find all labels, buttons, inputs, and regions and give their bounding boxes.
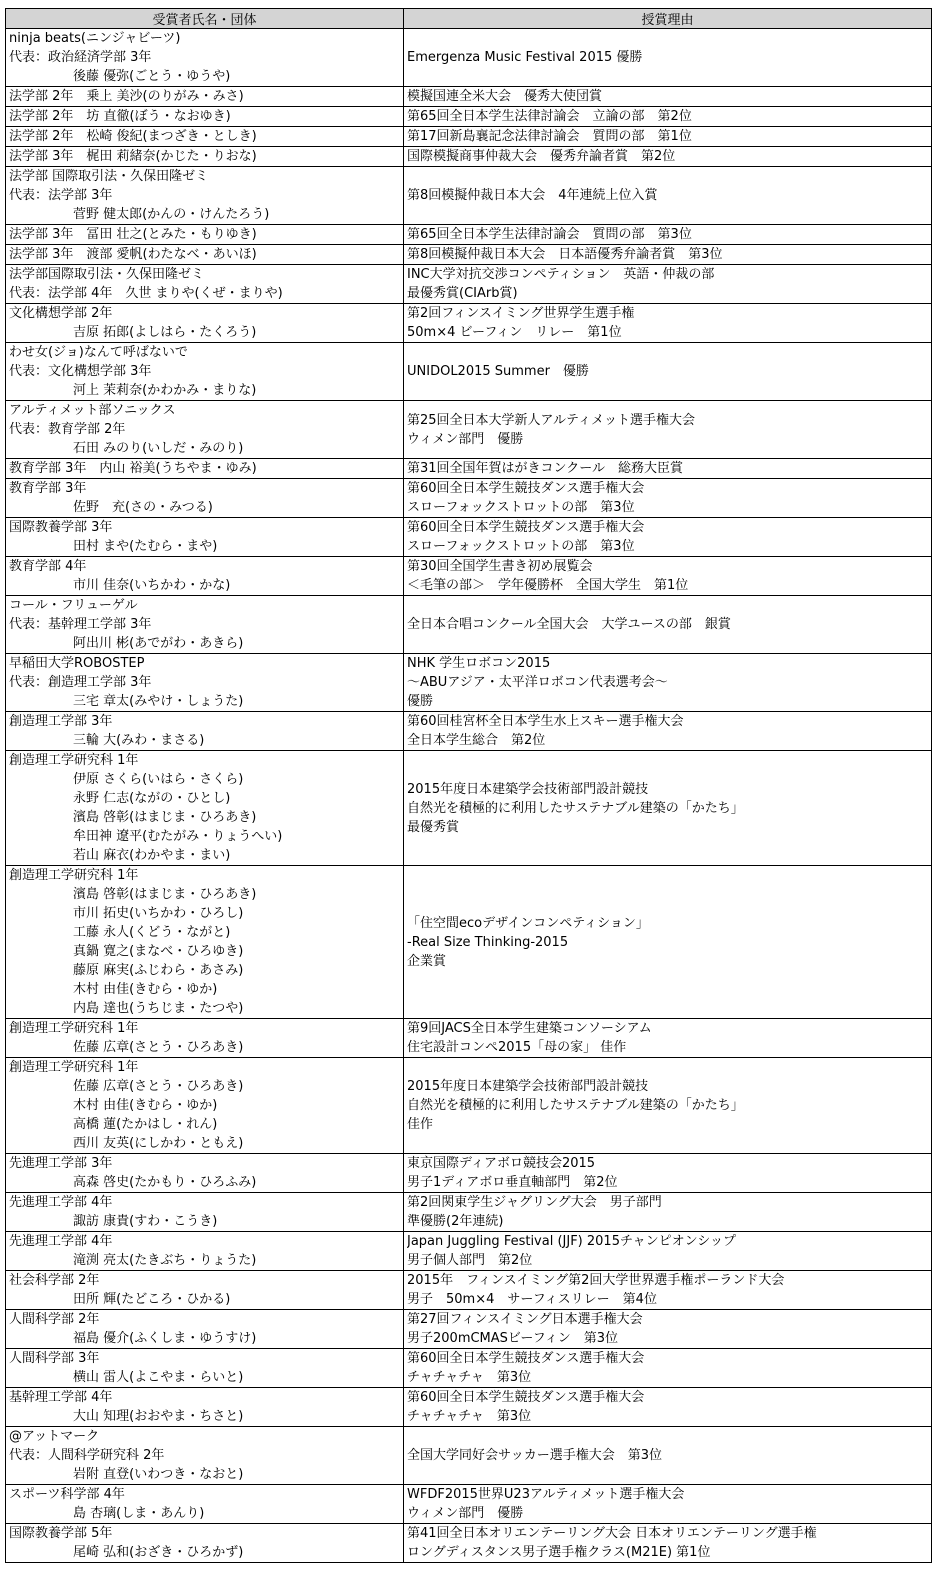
award-reason-line: 第65回全日本学生法律討論会 立論の部 第2位 — [407, 109, 692, 124]
table-row — [6, 225, 932, 245]
member-name: 阿出川 彬(あでがわ・あきら) — [73, 636, 244, 651]
member-name: 牟田神 遼平(むたがみ・りょうへい) — [73, 829, 283, 844]
header-recipient: 受賞者氏名・団体 — [6, 9, 404, 29]
table-row — [6, 127, 932, 147]
member-name: 島 杏璃(しま・あんり) — [73, 1506, 205, 1521]
recipient-line: 代表：人間科学研究科 2年 — [9, 1448, 165, 1463]
award-reason-cell — [404, 401, 932, 459]
member-name: 木村 由佳(きむら・ゆか) — [73, 982, 218, 997]
award-reason-cell — [404, 343, 932, 401]
award-reason-cell — [404, 1193, 932, 1232]
award-reason-cell — [404, 712, 932, 751]
recipient-cell — [6, 127, 404, 147]
member-name: 濱島 啓彰(はまじま・ひろあき) — [73, 810, 257, 825]
award-reason-cell — [404, 654, 932, 712]
award-reason-line: 第27回フィンスイミング日本選手権大会 — [407, 1312, 643, 1327]
member-name: 木村 由佳(きむら・ゆか) — [73, 1098, 218, 1113]
recipient-line: 代表：文化構想学部 3年 — [9, 364, 152, 379]
awards-document — [5, 8, 931, 1563]
table-row — [6, 1271, 932, 1310]
award-reason-line: 2015年度日本建築学会技術部門設計競技 — [407, 781, 649, 797]
member-name: 三輪 大(みわ・まさる) — [73, 733, 205, 748]
award-reason-line: 第2回関東学生ジャグリング大会 男子部門 — [407, 1195, 662, 1210]
award-reason-line: 最優秀賞 — [407, 819, 460, 835]
award-reason-cell — [404, 1019, 932, 1058]
award-reason-line: 第25回全日本大学新人アルティメット選手権大会 — [407, 412, 695, 428]
table-row — [6, 518, 932, 557]
award-reason-line: 第8回模擬仲裁日本大会 日本語優秀弁論者賞 第3位 — [407, 247, 723, 262]
recipient-line: 社会科学部 2年 — [9, 1273, 100, 1288]
recipient-cell — [6, 596, 404, 654]
member-name: 横山 雷人(よこやま・らいと) — [73, 1370, 244, 1385]
recipient-cell — [6, 1310, 404, 1349]
recipient-line: 代表：政治経済学部 3年 — [9, 50, 152, 65]
award-reason-cell — [404, 596, 932, 654]
award-reason-line: 第8回模擬仲裁日本大会 4年連続上位入賞 — [407, 188, 658, 203]
awards-table-body — [6, 29, 932, 1563]
award-reason-line: スローフォックストロットの部 第3位 — [407, 539, 635, 554]
award-reason-line: 男子 50m×4 サーフィスリレー 第4位 — [407, 1292, 657, 1307]
recipient-line: 創造理工学部 3年 — [9, 714, 113, 729]
award-reason-line: 第30回全国学生書き初め展覧会 — [407, 559, 593, 574]
member-name: 福島 優介(ふくしま・ゆうすけ) — [73, 1331, 257, 1346]
recipient-cell — [6, 1427, 404, 1485]
award-reason-cell — [404, 1388, 932, 1427]
table-row — [6, 1193, 932, 1232]
recipient-line: 法学部国際取引法・久保田隆ゼミ — [9, 267, 205, 282]
award-reason-line: 佳作 — [407, 1117, 434, 1132]
award-reason-line: 50m×4 ビーフィン リレー 第1位 — [407, 325, 622, 340]
recipient-line: 基幹理工学部 4年 — [9, 1390, 113, 1405]
award-reason-line: 「住空間ecoデザインコンペティション」 — [407, 915, 649, 931]
award-reason-cell — [404, 459, 932, 479]
award-reason-cell — [404, 225, 932, 245]
recipient-cell — [6, 225, 404, 245]
recipient-line: わせ女(ジョ)なんて呼ばないで — [9, 345, 188, 360]
table-row — [6, 1019, 932, 1058]
award-reason-line: ロングディスタンス男子選手権クラス(M21E) 第1位 — [407, 1545, 711, 1560]
award-reason-line: 2015年 フィンスイミング第2回大学世界選手権ポーランド大会 — [407, 1273, 785, 1288]
table-row — [6, 1310, 932, 1349]
award-reason-cell — [404, 1310, 932, 1349]
award-reason-line: 第2回フィンスイミング世界学生選手権 — [407, 306, 635, 321]
member-name: 田村 まや(たむら・まや) — [73, 539, 218, 554]
table-row — [6, 29, 932, 87]
recipient-line: 代表：教育学部 2年 — [9, 422, 126, 437]
award-reason-line: 自然光を積極的に利用したサステナブル建築の「かたち」 — [407, 1098, 744, 1113]
member-name: 田所 輝(たどころ・ひかる) — [73, 1292, 231, 1307]
member-name: 諏訪 康貴(すわ・こうき) — [73, 1214, 218, 1229]
award-reason-line: Japan Juggling Festival (JJF) 2015チャンピオンシップ — [407, 1234, 736, 1249]
recipient-line: 法学部 2年 坊 直徹(ぼう・なおゆき) — [9, 109, 231, 124]
table-row — [6, 712, 932, 751]
member-name: 大山 知理(おおやま・ちさと) — [73, 1409, 244, 1424]
recipient-line: 教育学部 3年 内山 裕美(うちやま・ゆみ) — [9, 461, 257, 476]
award-reason-line: 第60回全日本学生競技ダンス選手権大会 — [407, 1351, 645, 1366]
recipient-cell — [6, 167, 404, 225]
award-reason-line: スローフォックストロットの部 第3位 — [407, 500, 635, 515]
recipient-cell — [6, 1193, 404, 1232]
recipient-line: 文化構想学部 2年 — [9, 306, 113, 321]
awards-table — [5, 8, 932, 1563]
award-reason-line: 第60回全日本学生競技ダンス選手権大会 — [407, 481, 645, 496]
member-name: 佐藤 広章(さとう・ひろあき) — [73, 1040, 244, 1055]
award-reason-line: チャチャチャ 第3位 — [407, 1370, 532, 1385]
award-reason-cell — [404, 167, 932, 225]
table-row — [6, 304, 932, 343]
header-reason: 授賞理由 — [404, 9, 932, 29]
award-reason-line: ＜毛筆の部＞ 学年優勝杯 全国大学生 第1位 — [407, 578, 689, 593]
award-reason-line: 東京国際ディアボロ競技会2015 — [407, 1156, 596, 1171]
recipient-line: 早稲田大学ROBOSTEP — [9, 656, 145, 671]
award-reason-line: 第17回新島襄記念法律討論会 質問の部 第1位 — [407, 129, 692, 144]
recipient-line: 創造理工学研究科 1年 — [9, 868, 139, 883]
member-name: 市川 拓史(いちかわ・ひろし) — [73, 906, 244, 921]
recipient-line: 法学部 2年 乗上 美沙(のりがみ・みさ) — [9, 89, 244, 104]
member-name: 若山 麻衣(わかやま・まい) — [73, 848, 231, 863]
table-row — [6, 1427, 932, 1485]
header-row — [6, 9, 932, 29]
award-reason-line: ウィメン部門 優勝 — [407, 1506, 524, 1521]
recipient-cell — [6, 712, 404, 751]
recipient-cell — [6, 147, 404, 167]
recipient-cell — [6, 1058, 404, 1154]
award-reason-cell — [404, 1524, 932, 1563]
award-reason-cell — [404, 304, 932, 343]
member-name: 石田 みのり(いしだ・みのり) — [73, 441, 244, 456]
table-row — [6, 1349, 932, 1388]
recipient-cell — [6, 245, 404, 265]
member-name: 菅野 健太郎(かんの・けんたろう) — [73, 207, 270, 222]
award-reason-cell — [404, 1154, 932, 1193]
table-row — [6, 1388, 932, 1427]
award-reason-line: 模擬国連全米大会 優秀大使団賞 — [407, 89, 603, 104]
recipient-line: コール・フリューゲル — [9, 598, 138, 613]
recipient-line: 創造理工学研究科 1年 — [9, 1021, 139, 1036]
recipient-cell — [6, 29, 404, 87]
recipient-line: 教育学部 4年 — [9, 559, 87, 574]
award-reason-line: 男子1ディアボロ垂直軸部門 第2位 — [407, 1175, 618, 1190]
award-reason-line: 自然光を積極的に利用したサステナブル建築の「かたち」 — [407, 800, 744, 816]
award-reason-line: 住宅設計コンペ2015「母の家」 佳作 — [407, 1040, 627, 1055]
member-name: 工藤 永人(くどう・ながと) — [73, 925, 231, 940]
table-row — [6, 265, 932, 304]
award-reason-line: 優勝 — [407, 694, 434, 709]
recipient-cell — [6, 1232, 404, 1271]
award-reason-line: 全日本学生総合 第2位 — [407, 733, 546, 748]
recipient-line: 人間科学部 3年 — [9, 1351, 100, 1366]
table-row — [6, 401, 932, 459]
recipient-cell — [6, 343, 404, 401]
member-name: 内島 達也(うちじま・たつや) — [73, 1001, 244, 1016]
award-reason-cell — [404, 1058, 932, 1154]
recipient-cell — [6, 401, 404, 459]
recipient-line: 法学部 国際取引法・久保田隆ゼミ — [9, 169, 209, 184]
recipient-line: 先進理工学部 4年 — [9, 1234, 113, 1249]
member-name: 高橋 蓮(たかはし・れん) — [73, 1117, 218, 1132]
member-name: 藤原 麻実(ふじわら・あさみ) — [73, 963, 244, 978]
recipient-line: 教育学部 3年 — [9, 481, 87, 496]
member-name: 滝渕 亮太(たきぶち・りょうた) — [73, 1253, 257, 1268]
table-row — [6, 167, 932, 225]
member-name: 吉原 拓郎(よしはら・たくろう) — [73, 325, 257, 340]
recipient-cell — [6, 654, 404, 712]
award-reason-line: ウィメン部門 優勝 — [407, 431, 524, 447]
award-reason-cell — [404, 265, 932, 304]
table-row — [6, 343, 932, 401]
member-name: 伊原 さくら(いはら・さくら) — [73, 772, 244, 787]
table-row — [6, 1232, 932, 1271]
award-reason-line: INC大学対抗交渉コンペティション 英語・仲裁の部 — [407, 267, 715, 282]
award-reason-cell — [404, 127, 932, 147]
recipient-line: 代表：法学部 3年 — [9, 188, 113, 203]
table-row — [6, 1485, 932, 1524]
recipient-cell — [6, 518, 404, 557]
recipient-line: 創造理工学研究科 1年 — [9, 753, 139, 768]
award-reason-line: WFDF2015世界U23アルティメット選手権大会 — [407, 1487, 685, 1502]
award-reason-cell — [404, 1232, 932, 1271]
member-name: 河上 茉莉奈(かわかみ・まりな) — [73, 383, 257, 398]
table-row — [6, 107, 932, 127]
recipient-cell — [6, 87, 404, 107]
table-row — [6, 1154, 932, 1193]
award-reason-cell — [404, 245, 932, 265]
table-row — [6, 751, 932, 866]
member-name: 三宅 章太(みやけ・しょうた) — [73, 694, 244, 709]
recipient-cell — [6, 304, 404, 343]
recipient-cell — [6, 107, 404, 127]
award-reason-line: 準優勝(2年連続) — [407, 1214, 504, 1229]
recipient-cell — [6, 1524, 404, 1563]
award-reason-line: チャチャチャ 第3位 — [407, 1409, 532, 1424]
award-reason-cell — [404, 87, 932, 107]
award-reason-cell — [404, 147, 932, 167]
table-row — [6, 557, 932, 596]
table-row — [6, 87, 932, 107]
member-name: 佐野 充(さの・みつる) — [73, 500, 213, 515]
member-name: 尾崎 弘和(おざき・ひろかず) — [73, 1545, 244, 1560]
recipient-cell — [6, 1485, 404, 1524]
recipient-line: 法学部 2年 松崎 俊紀(まつざき・としき) — [9, 129, 257, 144]
table-row — [6, 245, 932, 265]
table-row — [6, 866, 932, 1019]
award-reason-line: 第41回全日本オリエンテーリング大会 日本オリエンテーリング選手権 — [407, 1526, 817, 1541]
award-reason-line: 第60回桂宮杯全日本学生水上スキー選手権大会 — [407, 714, 684, 729]
member-name: 西川 友英(にしかわ・ともえ) — [73, 1136, 244, 1151]
award-reason-line: 2015年度日本建築学会技術部門設計競技 — [407, 1079, 649, 1094]
award-reason-cell — [404, 1271, 932, 1310]
table-row — [6, 596, 932, 654]
award-reason-cell — [404, 107, 932, 127]
recipient-line: アルティメット部ソニックス — [9, 403, 176, 418]
recipient-cell — [6, 265, 404, 304]
award-reason-line: NHK 学生ロボコン2015 — [407, 656, 551, 671]
recipient-cell — [6, 866, 404, 1019]
recipient-line: 国際教養学部 5年 — [9, 1526, 113, 1541]
award-reason-cell — [404, 1349, 932, 1388]
award-reason-line: 第60回全日本学生競技ダンス選手権大会 — [407, 1390, 645, 1405]
table-row — [6, 459, 932, 479]
award-reason-line: 最優秀賞(CIArb賞) — [407, 286, 518, 301]
award-reason-cell — [404, 751, 932, 866]
award-reason-cell — [404, 1485, 932, 1524]
recipient-line: ninja beats(ニンジャビーツ) — [9, 31, 181, 46]
recipient-cell — [6, 1271, 404, 1310]
table-row — [6, 1524, 932, 1563]
member-name: 真鍋 寛之(まなべ・ひろゆき) — [73, 944, 244, 959]
recipient-cell — [6, 459, 404, 479]
award-reason-line: 第60回全日本学生競技ダンス選手権大会 — [407, 520, 645, 535]
table-row — [6, 1058, 932, 1154]
award-reason-line: ～ABUアジア・太平洋ロボコン代表選考会～ — [407, 675, 668, 690]
award-reason-line: 企業賞 — [407, 953, 447, 969]
member-name: 永野 仁志(ながの・ひとし) — [73, 791, 231, 806]
member-name: 市川 佳奈(いちかわ・かな) — [73, 578, 231, 593]
award-reason-cell — [404, 557, 932, 596]
recipient-line: 先進理工学部 3年 — [9, 1156, 113, 1171]
recipient-line: 代表：法学部 4年 久世 まりや(くぜ・まりや) — [9, 286, 283, 301]
recipient-cell — [6, 1019, 404, 1058]
recipient-line: @アットマーク — [9, 1429, 100, 1444]
recipient-line: 代表：創造理工学部 3年 — [9, 675, 152, 690]
recipient-line: 法学部 3年 渡部 愛帆(わたなべ・あいほ) — [9, 247, 257, 262]
award-reason-line: 第31回全国年賀はがきコンクール 総務大臣賞 — [407, 461, 684, 476]
award-reason-line: 第9回JACS全日本学生建築コンソーシアム — [407, 1021, 652, 1036]
recipient-line: 人間科学部 2年 — [9, 1312, 100, 1327]
recipient-cell — [6, 1388, 404, 1427]
recipient-line: 創造理工学研究科 1年 — [9, 1060, 139, 1075]
award-reason-line: 全日本合唱コンクール全国大会 大学ユースの部 銀賞 — [407, 617, 731, 632]
recipient-cell — [6, 479, 404, 518]
recipient-line: 法学部 3年 梶田 莉緒奈(かじた・りおな) — [9, 149, 257, 164]
award-reason-cell — [404, 479, 932, 518]
table-row — [6, 479, 932, 518]
member-name: 後藤 優弥(ごとう・ゆうや) — [73, 69, 231, 84]
recipient-line: 法学部 3年 冨田 壮之(とみた・もりゆき) — [9, 227, 257, 242]
award-reason-line: -Real Size Thinking-2015 — [407, 934, 569, 950]
recipient-cell — [6, 1154, 404, 1193]
award-reason-line: 国際模擬商事仲裁大会 優秀弁論者賞 第2位 — [407, 149, 676, 164]
recipient-line: 先進理工学部 4年 — [9, 1195, 113, 1210]
award-reason-cell — [404, 1427, 932, 1485]
award-reason-line: 男子個人部門 第2位 — [407, 1253, 533, 1268]
table-row — [6, 147, 932, 167]
recipient-line: スポーツ科学部 4年 — [9, 1487, 125, 1502]
award-reason-line: 男子200mCMASビーフィン 第3位 — [407, 1331, 618, 1346]
award-reason-line: 第65回全日本学生法律討論会 質問の部 第3位 — [407, 227, 692, 242]
recipient-cell — [6, 557, 404, 596]
recipient-cell — [6, 751, 404, 866]
member-name: 佐藤 広章(さとう・ひろあき) — [73, 1079, 244, 1094]
award-reason-cell — [404, 518, 932, 557]
recipient-line: 国際教養学部 3年 — [9, 520, 113, 535]
recipient-line: 代表：基幹理工学部 3年 — [9, 617, 152, 632]
table-row — [6, 654, 932, 712]
member-name: 高森 啓史(たかもり・ひろふみ) — [73, 1175, 257, 1190]
award-reason-line: UNIDOL2015 Summer 優勝 — [407, 364, 589, 379]
award-reason-cell — [404, 29, 932, 87]
member-name: 岩附 直登(いわつき・なおと) — [73, 1467, 244, 1482]
recipient-cell — [6, 1349, 404, 1388]
award-reason-cell — [404, 866, 932, 1019]
member-name: 濱島 啓彰(はまじま・ひろあき) — [73, 887, 257, 902]
award-reason-line: 全国大学同好会サッカー選手権大会 第3位 — [407, 1448, 663, 1463]
award-reason-line: Emergenza Music Festival 2015 優勝 — [407, 50, 643, 65]
